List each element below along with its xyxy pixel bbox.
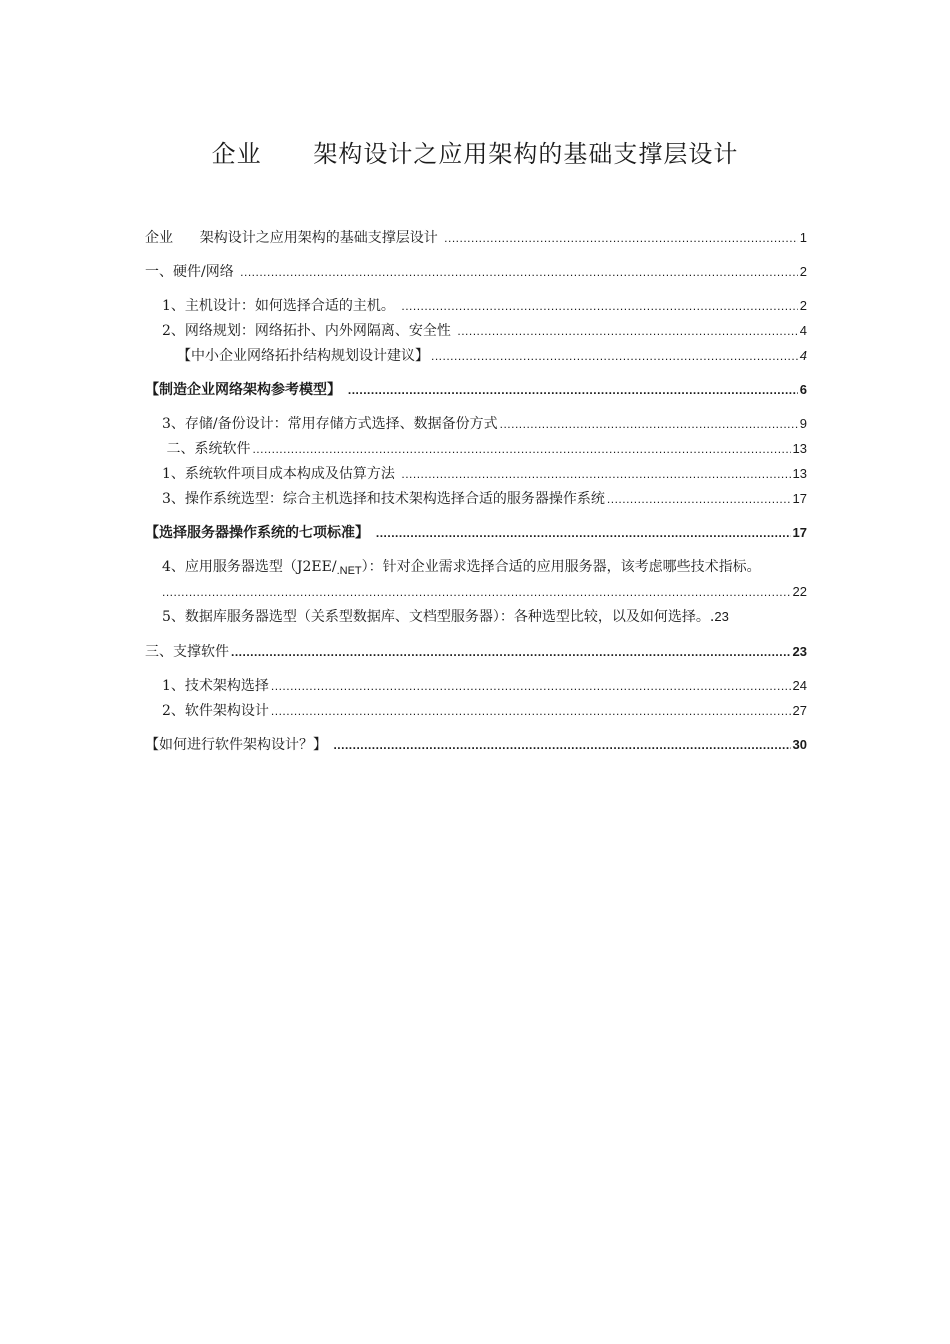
toc-entry-page: 1 — [799, 230, 807, 245]
toc-entry[interactable] — [162, 701, 807, 721]
toc-entry[interactable] — [145, 735, 807, 755]
toc-entry-page: 24 — [792, 678, 807, 693]
toc-leader-dots — [500, 414, 798, 434]
toc-entry[interactable] — [162, 296, 807, 316]
toc-entry-label: 2、软件架构设计 — [162, 703, 269, 719]
toc-entry[interactable] — [162, 489, 807, 509]
toc-leader-dots — [271, 701, 791, 721]
toc-entry-page: 30 — [792, 737, 807, 752]
toc-entry[interactable] — [162, 439, 807, 459]
toc-entry-page: 2 — [799, 298, 807, 313]
toc-entry-page: 17 — [792, 525, 807, 540]
toc-entry-label — [162, 557, 807, 581]
toc-entry[interactable] — [162, 676, 807, 696]
toc-leader-dots — [333, 735, 790, 755]
toc-entry-label: 3、操作系统选型：综合主机选择和技术架构选择合适的服务器操作系统 — [162, 491, 605, 507]
toc-leader-dots — [444, 228, 798, 248]
toc-leader-dots — [401, 464, 790, 484]
toc-entry[interactable] — [145, 523, 807, 543]
toc-leader-dots — [401, 296, 797, 316]
toc-entry[interactable] — [162, 607, 807, 627]
toc-leader-dots — [376, 523, 791, 543]
toc-leader-dots — [457, 321, 797, 341]
toc-entry-page: 13 — [792, 466, 807, 481]
toc-entry-label: 5、数据库服务器选型（关系型数据库、文档型服务器）：各种选型比较，以及如何选择。. — [162, 609, 715, 625]
toc-entry[interactable] — [145, 228, 807, 248]
toc-entry-page: 27 — [792, 703, 807, 718]
toc-entry-label-part: 4、应用服务器选型（J2EE/ — [162, 559, 337, 575]
toc-leader-dots — [252, 439, 790, 459]
toc-entry-label: 2、网络规划：网络拓扑、内外网隔离、安全性 — [162, 323, 456, 339]
toc-leader-dots — [348, 380, 798, 400]
toc-entry-page: 23 — [792, 644, 807, 659]
toc-entry-label: 1、技术架构选择 — [162, 678, 269, 694]
toc-entry[interactable] — [162, 414, 807, 434]
toc-entry[interactable] — [162, 321, 807, 341]
toc-entry[interactable] — [162, 464, 807, 484]
toc-entry-page: 23 — [714, 609, 729, 624]
toc-entry-label: 1、主机设计：如何选择合适的主机。 — [162, 298, 400, 314]
toc-entry-label: 一、硬件/网络 — [145, 264, 239, 280]
toc-entry-page: 4 — [799, 348, 807, 363]
toc-entry-page: 17 — [792, 491, 807, 506]
toc-entry[interactable] — [145, 262, 807, 282]
toc-leader-dots — [231, 642, 791, 662]
toc-leader-dots — [240, 262, 798, 282]
toc-leader-dots — [607, 489, 791, 509]
toc-entry-label: 企业 架构设计之应用架构的基础支撑层设计 — [145, 230, 443, 246]
toc-entry-page: 2 — [799, 264, 807, 279]
toc-entry-label: 三、支撑软件 — [145, 644, 229, 660]
toc-entry-label: 3、存储/备份设计：常用存储方式选择、数据备份方式 — [162, 416, 498, 432]
toc-entry-page: 13 — [792, 441, 807, 456]
toc-entry-label-subscript: .NET — [336, 565, 362, 577]
toc-leader-dots — [271, 676, 791, 696]
toc-entry-label: 【如何进行软件架构设计？】 — [145, 737, 332, 753]
toc-entry[interactable] — [145, 642, 807, 662]
toc-entry[interactable] — [177, 346, 807, 366]
toc-entry[interactable] — [145, 380, 807, 400]
toc-leader-dots — [162, 582, 791, 602]
toc-entry-page: 9 — [799, 416, 807, 431]
toc-entry-page: 4 — [799, 323, 807, 338]
toc-entry-page: 22 — [792, 584, 807, 599]
toc-entry-label: 二、系统软件 — [162, 441, 251, 457]
toc-entry-label: 1、系统软件项目成本构成及估算方法 — [162, 466, 400, 482]
toc-entry-label: 【中小企业网络拓扑结构规划设计建议】 — [177, 348, 429, 364]
toc-entry-label-part: ）：针对企业需求选择合适的应用服务器，该考虑哪些技术指标。 — [361, 559, 761, 575]
toc-leader-dots — [431, 346, 798, 366]
toc-entry-page: 6 — [799, 382, 807, 397]
toc-entry-continuation — [162, 582, 807, 602]
toc-entry-label: 【制造企业网络架构参考模型】 — [145, 382, 346, 398]
toc-entry-label: 【选择服务器操作系统的七项标准】 — [145, 525, 374, 541]
document-title: 企业 架构设计之应用架构的基础支撑层设计 — [211, 140, 739, 168]
